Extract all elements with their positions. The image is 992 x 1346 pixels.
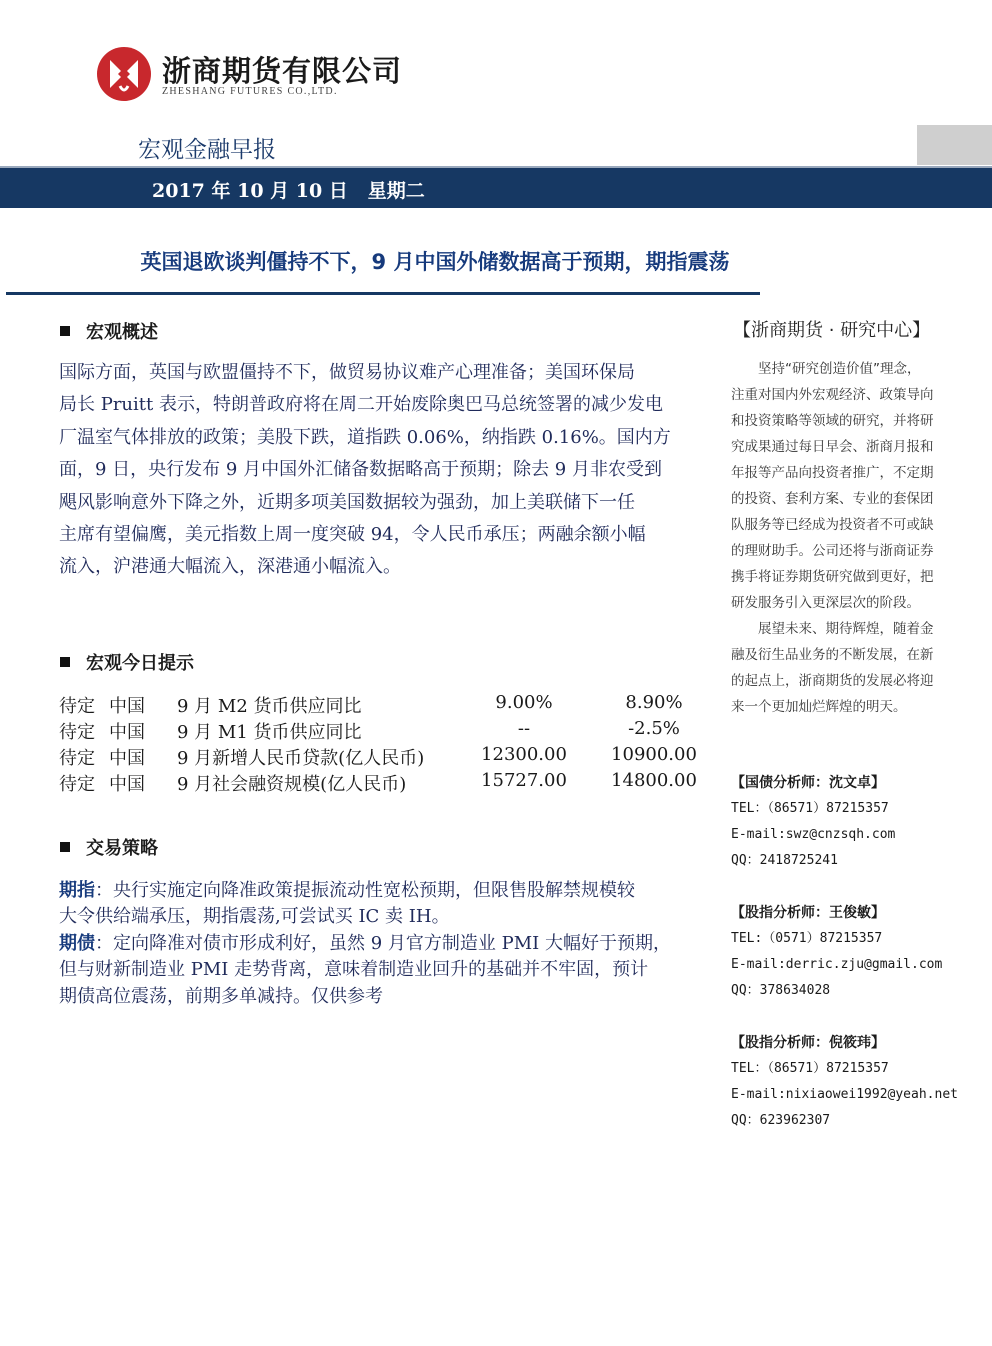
- previous-value-cell: 12300.00: [481, 744, 567, 765]
- strategy-line: 大令供给端承压，期指震荡,可尝试买 IC 卖 IH。: [59, 906, 450, 928]
- company-name-cn: 浙商期货有限公司: [162, 54, 403, 88]
- country-cell: 中国: [109, 774, 145, 795]
- analyst-qq: QQ：2418725241: [731, 853, 838, 868]
- table-row: [59, 770, 719, 796]
- expected-value-cell: 10900.00: [611, 744, 697, 765]
- country-cell: 中国: [109, 748, 145, 769]
- overview-line: 国际方面，英国与欧盟僵持不下，做贸易协议难产心理准备；美国环保局: [59, 362, 635, 383]
- analyst-qq: QQ：378634028: [731, 983, 831, 998]
- company-name-en: ZHESHANG FUTURES CO.,LTD.: [162, 86, 338, 97]
- overview-paragraph: [59, 357, 709, 584]
- intro-line: 携手将证券期货研究做到更好，把: [731, 569, 934, 585]
- company-logo-icon: [96, 46, 152, 102]
- strategy-line: [59, 878, 711, 904]
- sidebar-intro: [731, 356, 961, 720]
- date: 2017 年 10 月 10 日: [152, 180, 348, 202]
- analyst-tel: TEL：（86571）87215357: [731, 1061, 889, 1076]
- intro-line: 和投资策略等领域的研究，并将研: [731, 413, 934, 429]
- intro-line: 坚持“研究创造价值”理念，: [731, 361, 921, 377]
- overview-line: 主席有望偏鹰，美元指数上周一度突破 94，令人民币承压；两融余额小幅: [59, 523, 646, 545]
- overview-line: 局长 Pruitt 表示，特朗普政府将在周二开始废除奥巴马总统签署的减少发电: [59, 394, 663, 416]
- overview-line: 面，9 日，央行发布 9 月中国外汇储备数据略高于预期；除去 9 月非农受到: [59, 459, 662, 481]
- analyst-email: E-mail:swz@cnzsqh.com: [731, 827, 896, 842]
- table-row: [59, 718, 719, 744]
- event-cell: 9 月 M1 货币供应同比: [177, 722, 362, 743]
- intro-line: 究成果通过每日早会、浙商月报和: [731, 439, 934, 455]
- bond-futures-label: 期债: [59, 932, 95, 954]
- intro-line: 队服务等已经成为投资者不可或缺: [731, 517, 934, 533]
- analyst-contact: [731, 1030, 958, 1134]
- table-row: [59, 692, 719, 718]
- country-cell: 中国: [109, 696, 145, 717]
- section-strategy-heading: [60, 834, 158, 860]
- weekday: 星期二: [367, 180, 425, 202]
- expected-value-cell: -2.5%: [628, 718, 680, 739]
- analyst-name: 【股指分析师：倪筱玮】: [731, 1035, 885, 1051]
- intro-line: 来一个更加灿烂辉煌的明天。: [731, 699, 907, 715]
- country-cell: 中国: [109, 722, 145, 743]
- status-cell: 待定: [59, 774, 95, 795]
- analyst-contact: [731, 770, 895, 874]
- headline: 英国退欧谈判僵持不下，9 月中国外储数据高于预期，期指震荡: [140, 250, 730, 274]
- overview-line: 厂温室气体排放的政策；美股下跌，道指跌 0.06%，纳指跌 0.16%。国内方: [59, 426, 671, 448]
- status-cell: 待定: [59, 722, 95, 743]
- section-calendar-heading: [60, 649, 194, 675]
- strategy-line: 但与财新制造业 PMI 走势背离，意味着制造业回升的基础并不牢固，预计: [59, 959, 649, 981]
- event-cell: 9 月 M2 货币供应同比: [177, 696, 362, 717]
- intro-line: 融及衍生品业务的不断发展，在新: [731, 647, 934, 663]
- section-title: 交易策略: [86, 838, 158, 859]
- sidebar-title: 【浙商期货 · 研究中心】: [733, 320, 931, 341]
- report-date: [152, 176, 425, 203]
- headline-divider: [6, 292, 760, 295]
- bullet-square-icon: [60, 326, 70, 336]
- intro-line: 注重对国内外宏观经济、政策导向: [731, 387, 934, 403]
- analyst-qq: QQ：623962307: [731, 1113, 831, 1128]
- expected-value-cell: 14800.00: [611, 770, 697, 791]
- overview-line: 流入，沪港通大幅流入，深港通小幅流入。: [59, 556, 401, 578]
- overview-line: 飓风影响意外下降之外，近期多项美国数据较为强劲，加上美联储下一任: [59, 491, 635, 513]
- status-cell: 待定: [59, 696, 95, 717]
- strategy-paragraph: [59, 878, 711, 1010]
- strategy-text: ：定向降准对债市形成利好，虽然 9 月官方制造业 PMI 大幅好于预期，: [95, 932, 671, 954]
- strategy-line: [59, 931, 711, 957]
- analyst-email: E-mail:nixiaowei1992@yeah.net: [731, 1087, 958, 1102]
- strategy-text: ：央行实施定向降准政策提振流动性宽松预期，但限售股解禁规模较: [95, 880, 635, 901]
- analyst-name: 【股指分析师：王俊敏】: [731, 905, 885, 921]
- section-overview-heading: [60, 318, 158, 344]
- expected-value-cell: 8.90%: [625, 692, 683, 713]
- header-accent-block: [917, 125, 992, 165]
- analyst-name: 【国债分析师：沈文卓】: [731, 775, 885, 791]
- intro-line: 展望未来、期待辉煌，随着金: [731, 621, 934, 637]
- intro-line: 年报等产品向投资者推广，不定期: [731, 465, 934, 481]
- intro-line: 的起点上，浙商期货的发展必将迎: [731, 673, 934, 689]
- intro-line: 的理财助手。公司还将与浙商证券: [731, 543, 934, 559]
- section-title: 宏观概述: [86, 322, 158, 343]
- event-cell: 9 月社会融资规模(亿人民币): [177, 774, 407, 795]
- bullet-square-icon: [60, 842, 70, 852]
- date-bar: [0, 166, 992, 208]
- table-row: [59, 744, 719, 770]
- previous-value-cell: 15727.00: [481, 770, 567, 791]
- strategy-line: 期债高位震荡，前期多单减持。仅供参考: [59, 985, 383, 1007]
- intro-line: 的投资、套利方案、专业的套保团: [731, 491, 934, 507]
- index-futures-label: 期指: [59, 880, 95, 901]
- analyst-email: E-mail:derric.zju@gmail.com: [731, 957, 943, 972]
- analyst-tel: TEL:（0571）87215357: [731, 931, 883, 946]
- event-cell: 9 月新增人民币贷款(亿人民币): [177, 748, 425, 769]
- previous-value-cell: --: [517, 718, 531, 739]
- intro-line: 研发服务引入更深层次的阶段。: [731, 595, 920, 611]
- bullet-square-icon: [60, 657, 70, 667]
- report-type: 宏观金融早报: [138, 137, 276, 163]
- previous-value-cell: 9.00%: [495, 692, 553, 713]
- calendar-table: [59, 692, 719, 796]
- analyst-tel: TEL：（86571）87215357: [731, 801, 889, 816]
- analyst-contact: [731, 900, 942, 1004]
- status-cell: 待定: [59, 748, 95, 769]
- section-title: 宏观今日提示: [86, 653, 194, 674]
